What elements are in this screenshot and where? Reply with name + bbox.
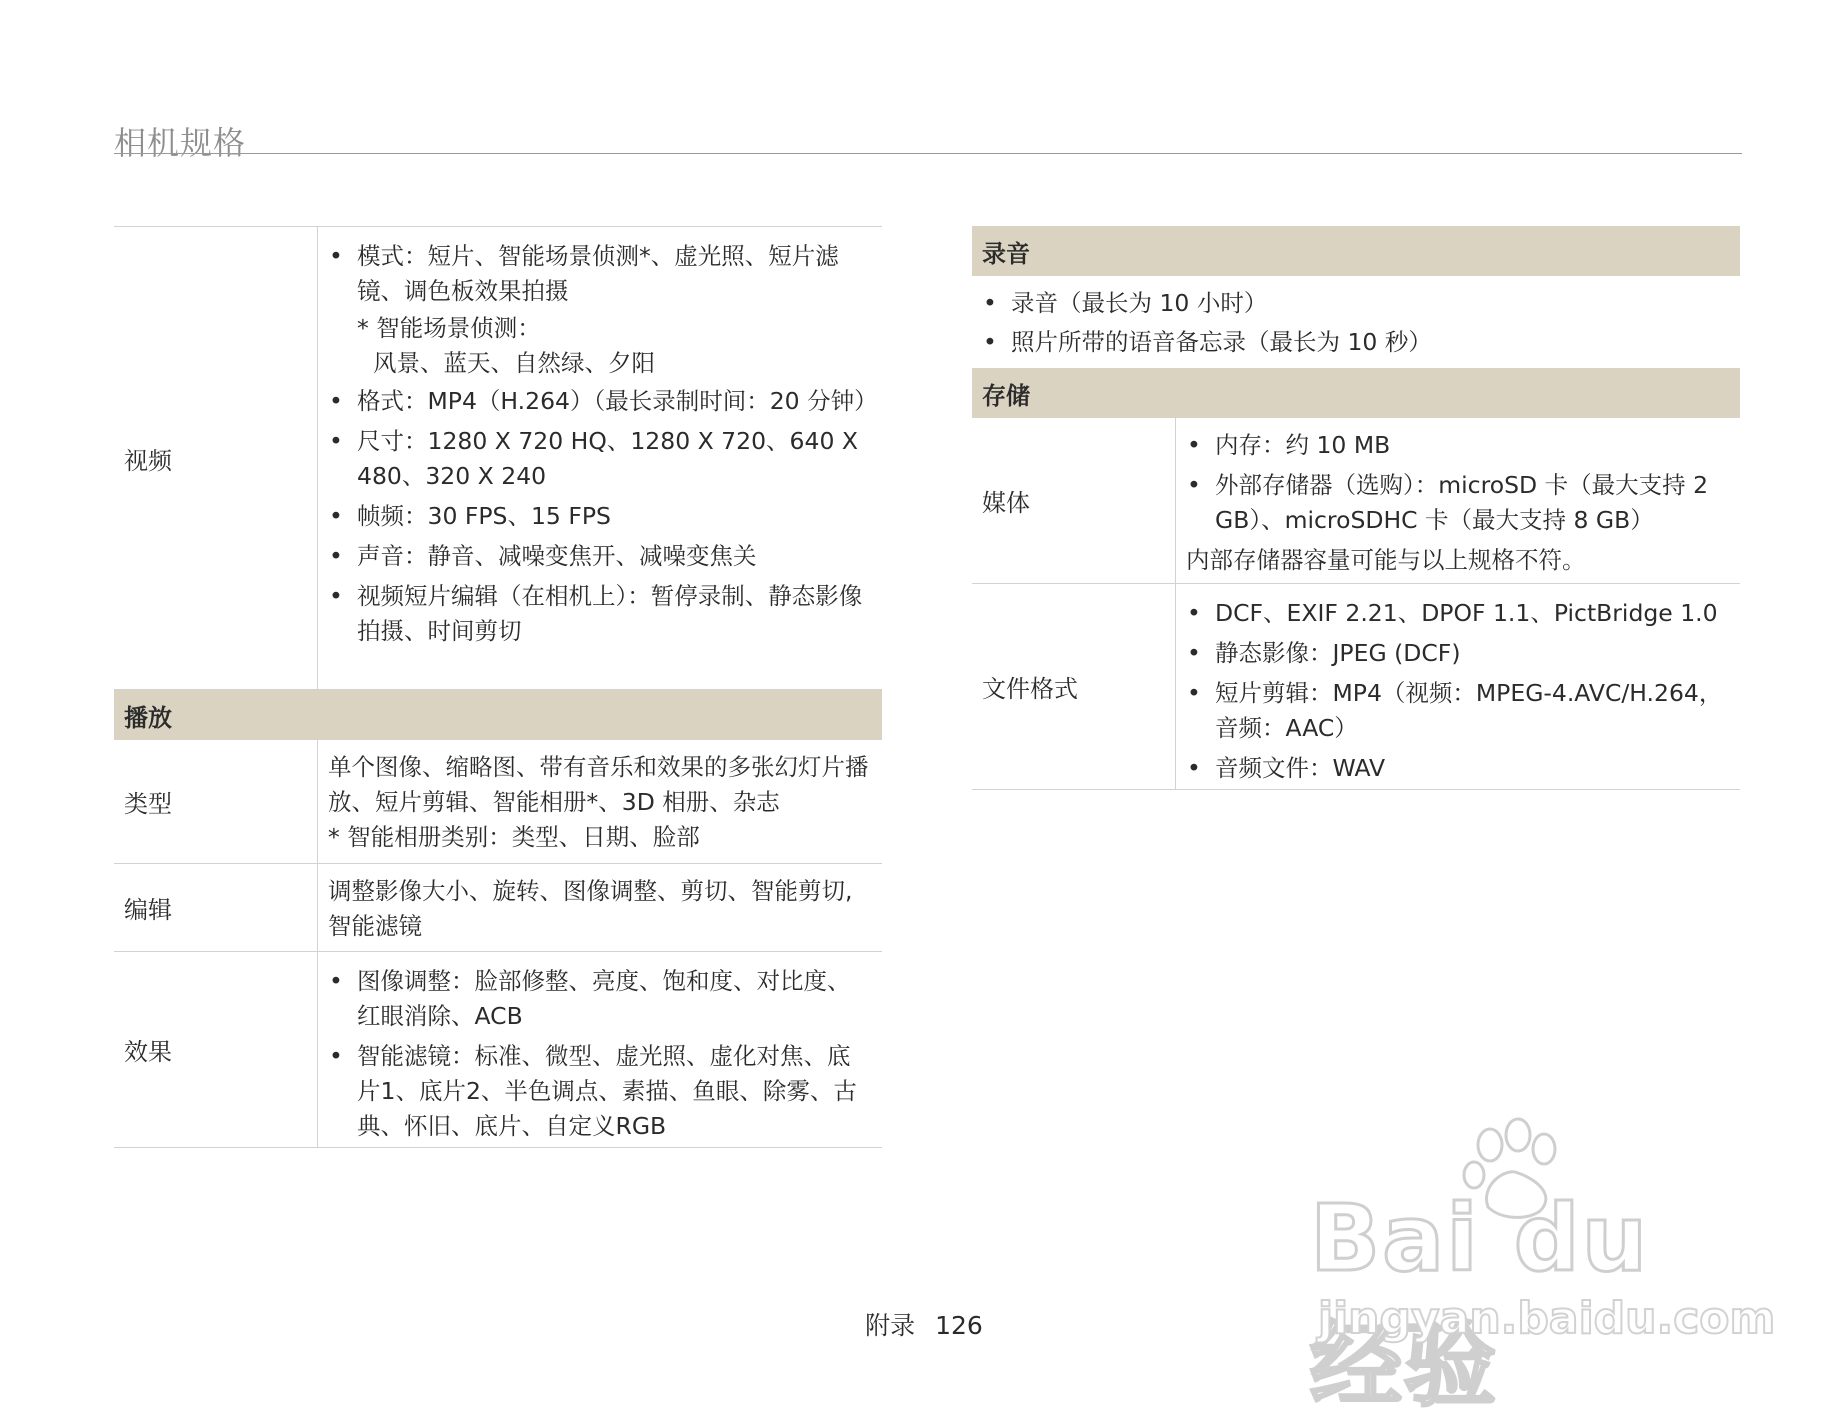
list-item: • 静态影像：JPEG (DCF): [1186, 636, 1730, 671]
video-note-line2: 风景、蓝天、自然绿、夕阳: [373, 349, 655, 377]
list-item: • DCF、EXIF 2.21、DPOF 1.1、PictBridge 1.0: [1186, 596, 1730, 631]
page-title: 相机规格: [114, 124, 247, 162]
audio-content: [972, 276, 1740, 368]
playback-edit-label: 编辑: [114, 864, 318, 951]
list-item: • 录音（最长为 10 小时）: [982, 286, 1730, 321]
playback-header: 播放: [114, 690, 882, 740]
storage-format-content: [1176, 584, 1740, 789]
playback-type-note: * 智能相册类别：类型、日期、脸部: [328, 823, 700, 851]
list-item: • 尺寸：1280 X 720 HQ、1280 X 720、640 X 480、320 X 240: [328, 424, 872, 494]
list-item: • 照片所带的语音备忘录（最长为 10 秒）: [982, 325, 1730, 360]
storage-header: 存储: [972, 368, 1740, 418]
audio-header: 录音: [972, 226, 1740, 276]
title-rule: [114, 153, 1742, 154]
storage-media-row: [972, 418, 1740, 584]
list-item: • 视频短片编辑（在相机上）：暂停录制、静态影像拍摄、时间剪切: [328, 579, 872, 649]
playback-effect-content: [318, 952, 882, 1147]
video-note-line1: * 智能场景侦测：: [357, 314, 541, 342]
playback-edit-content: [318, 864, 882, 951]
watermark-url: jingyan.baidu.com: [1318, 1293, 1776, 1344]
list-item: • 短片剪辑：MP4（视频：MPEG-4.AVC/H.264，音频：AAC）: [1186, 676, 1730, 746]
list-item: • 音频文件：WAV: [1186, 751, 1730, 786]
playback-effect-label: 效果: [114, 952, 318, 1147]
baidu-watermark: [1310, 1115, 1776, 1419]
playback-effect-row: [114, 952, 882, 1148]
list-item: • 声音：静音、减噪变焦开、减噪变焦关: [328, 539, 872, 574]
storage-format-row: [972, 584, 1740, 790]
video-row: [114, 226, 882, 690]
video-content: [318, 227, 882, 689]
list-item: • 内存：约 10 MB: [1186, 428, 1730, 463]
storage-media-note: 内部存储器容量可能与以上规格不符。: [1186, 546, 1586, 574]
right-column: [972, 226, 1740, 790]
list-item: • 外部存储器（选购）：microSD 卡（最大支持 2 GB）、microSDHC 卡（最大支持 8 GB）: [1186, 468, 1730, 538]
video-note: [328, 311, 872, 381]
playback-type-row: [114, 740, 882, 864]
footer-page-number: 126: [935, 1311, 983, 1340]
storage-media-label: 媒体: [972, 418, 1176, 583]
playback-type-text: 单个图像、缩略图、带有音乐和效果的多张幻灯片播放、短片剪辑、智能相册*、3D 相册、杂志: [328, 753, 869, 816]
playback-type-content: [318, 740, 882, 863]
list-item: • 图像调整：脸部修整、亮度、饱和度、对比度、红眼消除、ACB: [328, 964, 872, 1034]
left-column: [114, 226, 882, 1148]
playback-type-label: 类型: [114, 740, 318, 863]
storage-media-content: [1176, 418, 1740, 583]
list-item: • 格式：MP4（H.264）（最长录制时间：20 分钟）: [328, 384, 872, 419]
list-item: • 智能滤镜：标准、微型、虚光照、虚化对焦、底片1、底片2、半色调点、素描、鱼眼、除雾、古典、怀旧、底片、自定义RGB: [328, 1039, 872, 1144]
video-label: 视频: [114, 227, 318, 689]
list-item: • 帧频：30 FPS、15 FPS: [328, 499, 872, 534]
footer-section: 附录: [865, 1311, 916, 1340]
playback-edit-text: 调整影像大小、旋转、图像调整、剪切、智能剪切, 智能滤镜: [328, 877, 853, 940]
storage-format-label: 文件格式: [972, 584, 1176, 789]
list-item: • 模式：短片、智能场景侦测*、虚光照、短片滤镜、调色板效果拍摄: [328, 239, 872, 309]
watermark-brand: Bai du 经验: [1310, 1185, 1650, 1419]
playback-edit-row: [114, 864, 882, 952]
